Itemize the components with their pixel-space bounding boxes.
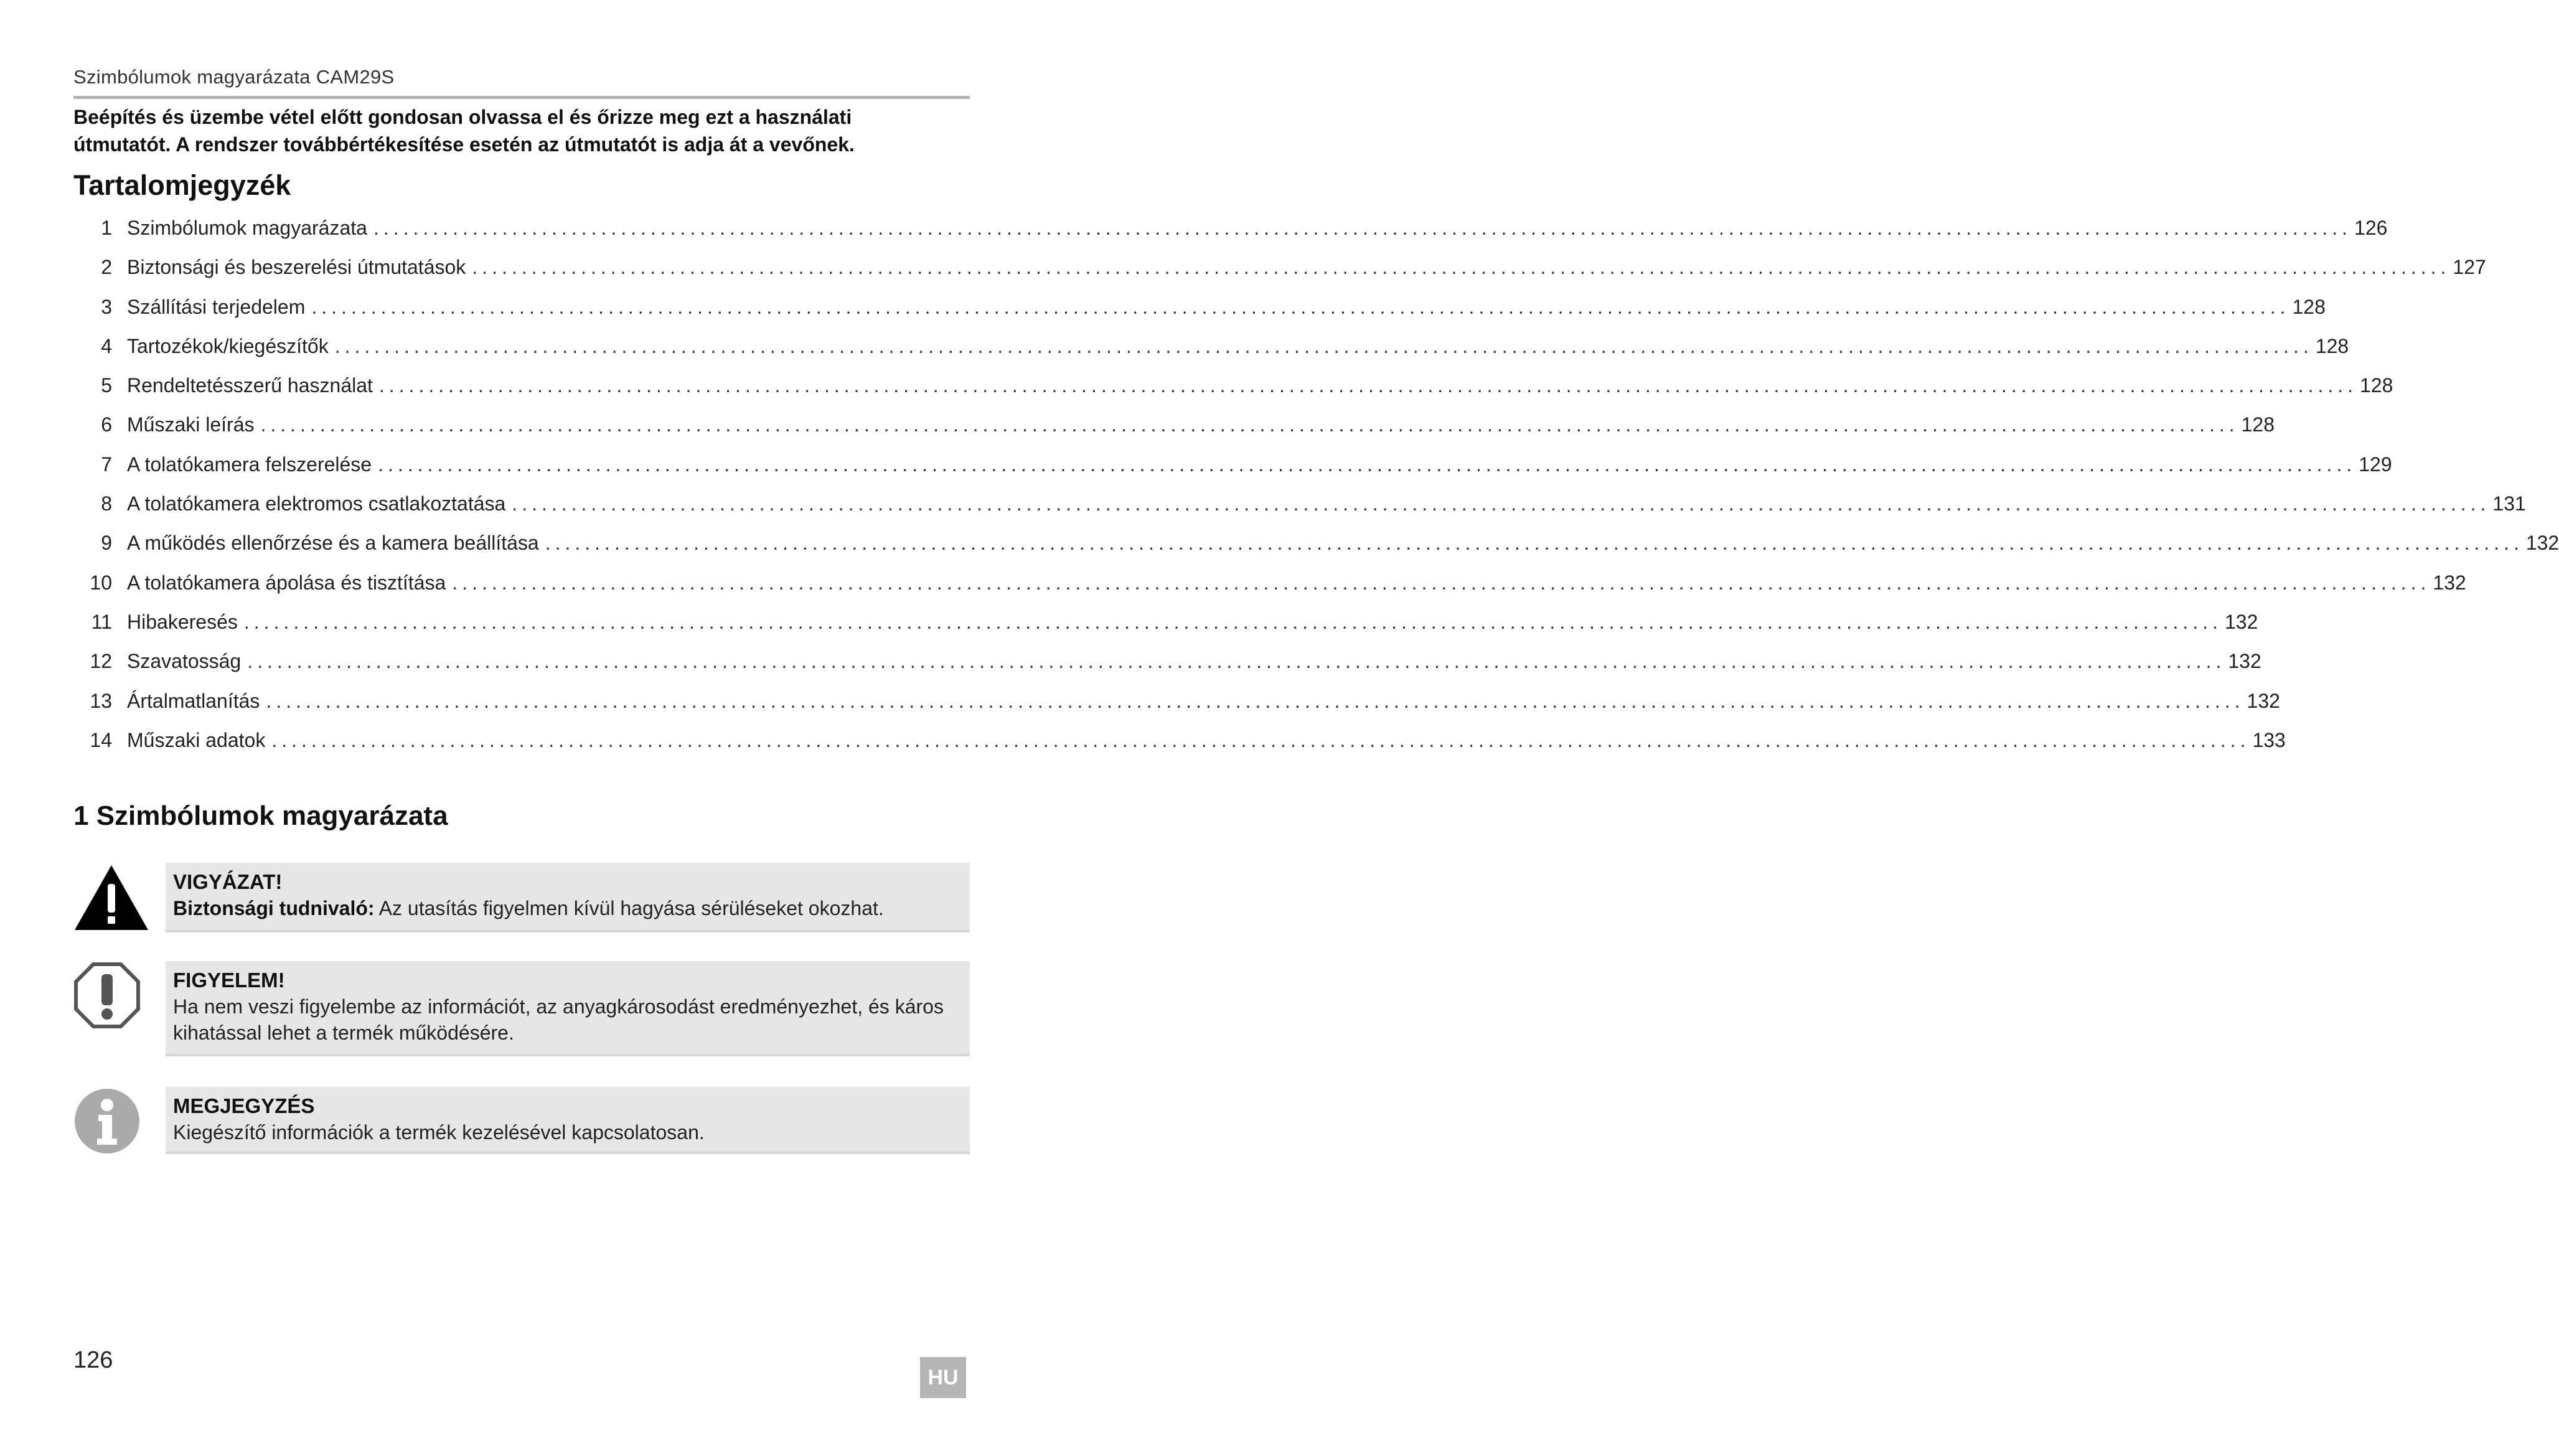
attention-notice [166,961,970,1056]
toc-entry [73,334,2349,373]
info-icon [73,1087,141,1155]
note-heading: MEGJEGYZÉS [173,1094,315,1117]
section-1-title: 1 Szimbólumok magyarázata [73,801,448,831]
toc-leader-dots: ........................................................................................................................................................................................................ [247,650,2226,673]
toc-entry-label: Szimbólumok magyarázata [127,217,367,239]
toc-leader-dots: ........................................................................................................................................................................................................ [452,571,2431,594]
toc-entry-number: 11 [91,610,112,633]
toc-entry-number: 3 [101,295,112,318]
caution-body: Az utasítás figyelmen kívül hagyása sérüléseket okozhat. [378,897,884,919]
toc-entry-label: Biztonsági és beszerelési útmutatások [127,256,466,279]
caution-notice [166,863,970,932]
toc-entry-label: A tolatókamera ápolása és tisztítása [127,571,446,594]
toc-entry [73,294,2326,334]
caution-lead: Biztonsági tudnivaló: [173,897,375,919]
toc-entry-label: Ártalmatlanítás [127,689,260,712]
toc-leader-dots: ........................................................................................................................................................................................................ [378,453,2357,476]
toc-entry-number: 9 [101,532,112,555]
warning-triangle-icon [73,864,149,931]
toc-entry-label: Szállítási terjedelem [127,295,306,318]
toc-entry-page: 132 [2525,532,2559,555]
toc-leader-dots: ........................................................................................................................................................................................................ [334,334,2313,357]
toc-entry-page: 129 [2359,453,2392,476]
running-header: Szimbólumok magyarázata CAM29S [73,66,395,88]
toc-entry-label: A működés ellenőrzése és a kamera beállítása [127,532,539,555]
toc-leader-dots: ........................................................................................................................................................................................................ [545,532,2524,555]
toc-entry-number: 12 [90,650,112,673]
toc-entry-page: 132 [2228,650,2261,673]
toc-entry-page: 128 [2241,413,2275,436]
toc-entry [73,530,2559,570]
toc-leader-dots: ........................................................................................................................................................................................................ [378,374,2358,397]
toc-entry [73,649,2261,688]
attention-heading: FIGYELEM! [173,969,285,992]
language-badge: HU [920,1357,966,1398]
toc-entry-page: 132 [2433,571,2466,594]
toc-title: Tartalomjegyzék [73,169,291,201]
toc-entry-number: 7 [101,453,112,476]
attention-octagon-icon [73,962,141,1029]
note-text: Kiegészítő információk a termék kezelésével kapcsolatosan. [173,1121,705,1144]
toc-entry-number: 10 [90,571,112,594]
toc-entry-label: Műszaki adatok [127,728,266,751]
toc-leader-dots: ........................................................................................................................................................................................................ [373,217,2352,239]
toc-entry-number: 5 [101,374,112,397]
toc-entry-number: 2 [101,256,112,279]
toc-entry-label: Hibakeresés [127,610,238,633]
toc-entry-number: 8 [101,492,112,515]
toc-entry-number: 6 [101,413,112,436]
toc-entry-page: 128 [2292,295,2326,318]
header-divider [73,96,970,99]
toc-entry-page: 132 [2224,610,2258,633]
toc-entry [73,255,2486,294]
toc-entry-page: 128 [2315,334,2349,357]
toc-entry-number: 4 [101,334,112,357]
attention-line-2: kihatással lehet a termék működésére. [173,1022,514,1044]
toc-entry-label: A tolatókamera elektromos csatlakoztatása [127,492,506,515]
toc-entry-label: Műszaki leírás [127,413,255,436]
toc-entry [73,728,2286,767]
toc-entry-number: 1 [101,217,112,239]
caution-text [173,895,962,921]
toc-leader-dots: ........................................................................................................................................................................................................ [243,610,2222,633]
toc-leader-dots: ........................................................................................................................................................................................................ [271,728,2250,751]
toc-entry-page: 128 [2360,374,2393,397]
toc-entry-label: Tartozékok/kiegészítők [127,334,329,357]
toc-entry-page: 126 [2354,217,2388,239]
toc-entry-page: 132 [2247,689,2280,712]
toc-entry [73,215,2388,255]
intro-line-2: útmutatót. A rendszer továbbértékesítése esetén az útmutatót is adja át a vevőnek. [73,133,855,156]
toc-entry-label: Szavatosság [127,650,242,673]
toc-entry-number: 13 [90,689,112,712]
toc-leader-dots: ........................................................................................................................................................................................................ [260,413,2239,436]
intro-paragraph [73,103,982,158]
page-number: 126 [73,1347,113,1373]
table-of-contents [73,215,2559,767]
toc-entry [73,570,2466,609]
toc-entry-number: 14 [90,728,112,751]
toc-entry-page: 131 [2492,492,2526,515]
note-notice [166,1087,970,1154]
toc-leader-dots: ........................................................................................................................................................................................................ [512,492,2491,515]
toc-entry [73,373,2393,412]
caution-heading: VIGYÁZAT! [173,870,283,893]
attention-line-1: Ha nem veszi figyelembe az információt, az anyagkárosodást eredményezhet, és káros [173,995,944,1018]
toc-entry [73,452,2392,491]
toc-entry [73,491,2526,530]
toc-entry [73,688,2280,728]
toc-entry-label: A tolatókamera felszerelése [127,453,372,476]
toc-entry-label: Rendeltetésszerű használat [127,374,373,397]
toc-leader-dots: ........................................................................................................................................................................................................ [311,295,2290,318]
intro-line-1: Beépítés és üzembe vétel előtt gondosan olvassa el és őrizze meg ezt a használati [73,106,852,128]
toc-leader-dots: ........................................................................................................................................................................................................ [266,689,2245,712]
toc-entry-page: 127 [2453,256,2486,279]
toc-entry [73,412,2275,451]
toc-entry-page: 133 [2252,728,2286,751]
toc-leader-dots: ........................................................................................................................................................................................................ [472,256,2451,279]
toc-entry [73,609,2258,649]
